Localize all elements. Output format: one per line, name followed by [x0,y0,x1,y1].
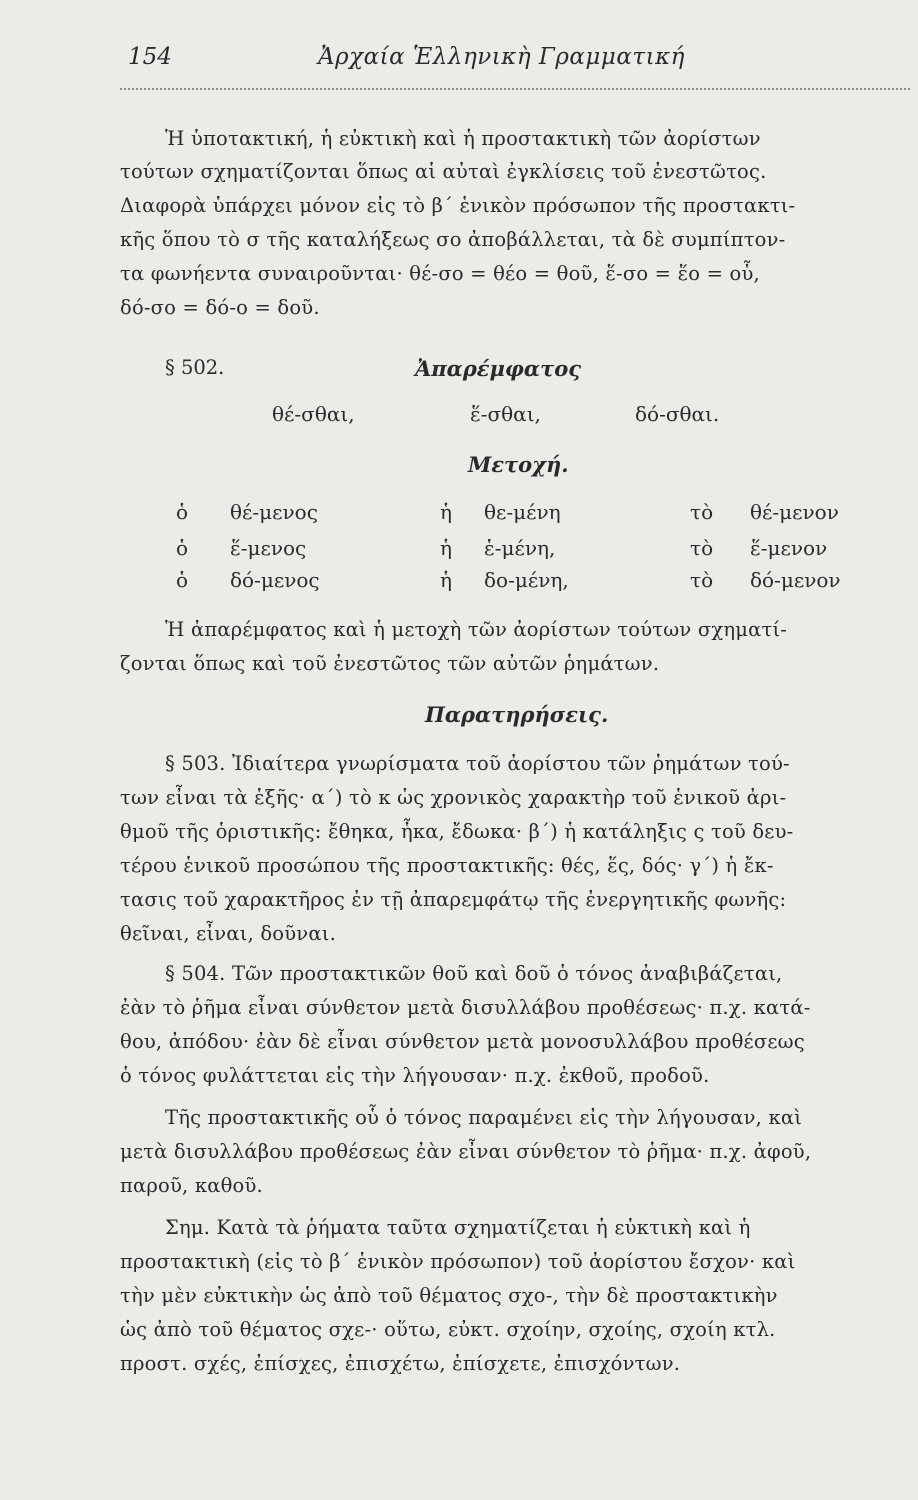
text-line: ζονται ὅπως καὶ τοῦ ἐνεστῶτος τῶν αὐτῶν ῥημάτων. [120,652,660,675]
text-line: Ἡ ὑποτακτική, ἡ εὐκτικὴ καὶ ἡ προστακτικὴ τῶν ἀορίστων [165,127,761,150]
article-neut: τὸ [690,568,714,592]
text-line: δό-σο = δό-ο = δοῦ. [120,296,320,319]
page-number: 154 [128,44,172,70]
text-line: τούτων σχηματίζονται ὅπως αἱ αὐταὶ ἐγκλίσεις τοῦ ἐνεστῶτος. [120,160,767,183]
participle-masc: θέ-μενος [230,500,318,524]
article-fem: ἡ [440,500,452,524]
text-line: των εἶναι τὰ ἑξῆς· α´) τὸ κ ὡς χρονικὸς χαρακτὴρ τοῦ ἑνικοῦ ἀρι- [120,786,787,809]
text-line: § 504. Τῶν προστακτικῶν θοῦ καὶ δοῦ ὁ τόνος ἀναβιβάζεται, [165,962,783,985]
text-line: ὡς ἀπὸ τοῦ θέματος σχε-· οὕτω, εὐκτ. σχοίην, σχοίης, σχοίη κτλ. [120,1318,776,1341]
participle-heading: Μετοχή. [468,452,569,477]
observations-heading: Παρατηρήσεις. [425,702,609,727]
text-line: § 503. Ἰδιαίτερα γνωρίσματα τοῦ ἀορίστου τῶν ῥημάτων τού- [165,752,790,775]
section-heading: Ἀπαρέμφατος [415,356,582,381]
text-line: προστακτικὴ (εἰς τὸ β´ ἑνικὸν πρόσωπον) τοῦ ἀορίστου ἔσχον· καὶ [120,1250,796,1273]
participle-fem: ἑ-μένη, [484,536,556,560]
text-line: τασις τοῦ χαρακτῆρος ἐν τῇ ἀπαρεμφάτῳ τῆς ἐνεργητικῆς φωνῆς: [120,888,787,911]
infinitive-form: δό-σθαι. [635,402,720,426]
section-number: § 502. [165,356,225,379]
participle-masc: δό-μενος [230,568,320,592]
article-masc: ὁ [176,568,189,592]
participle-fem: δο-μένη, [484,568,569,592]
text-line: μετὰ δισυλλάβου προθέσεως ἐὰν εἶναι σύνθετον τὸ ῥῆμα· π.χ. ἀφοῦ, [120,1140,812,1163]
participle-neut: θέ-μενον [750,500,839,524]
running-title: Ἀρχαία Ἑλληνικὴ Γραμματική [318,44,685,70]
text-line: παροῦ, καθοῦ. [120,1174,263,1197]
article-masc: ὁ [176,500,189,524]
text-line: κῆς ὅπου τὸ σ τῆς καταλήξεως σο ἀποβάλλεται, τὰ δὲ συμπίπτον- [120,228,786,251]
text-line: τὴν μὲν εὐκτικὴν ὡς ἀπὸ τοῦ θέματος σχο-, τὴν δὲ προστακτικὴν [120,1284,778,1307]
text-line: Διαφορὰ ὑπάρχει μόνον εἰς τὸ β´ ἑνικὸν πρόσωπον τῆς προστακτι- [120,194,796,217]
participle-fem: θε-μένη [484,500,561,524]
infinitive-form: ἕ-σθαι, [470,402,541,426]
participle-neut: ἕ-μενον [750,536,828,560]
text-line: τα φωνήεντα συναιροῦνται· θέ-σο = θέο = θοῦ, ἕ-σο = ἕο = οὗ, [120,262,760,285]
infinitive-form: θέ-σθαι, [272,402,355,426]
text-line: θου, ἀπόδου· ἐὰν δὲ εἶναι σύνθετον μετὰ μονοσυλλάβου προθέσεως [120,1030,805,1053]
text-line: ὁ τόνος φυλάττεται εἰς τὴν λήγουσαν· π.χ. ἐκθοῦ, προδοῦ. [120,1064,710,1087]
participle-neut: δό-μενον [750,568,841,592]
text-line: Τῆς προστακτικῆς οὗ ὁ τόνος παραμένει εἰς τὴν λήγουσαν, καὶ [165,1106,803,1129]
article-masc: ὁ [176,536,189,560]
text-line: Ἡ ἀπαρέμφατος καὶ ἡ μετοχὴ τῶν ἀορίστων τούτων σχηματί- [165,618,788,641]
text-line: προστ. σχές, ἐπίσχες, ἐπισχέτω, ἐπίσχετε, ἐπισχόντων. [120,1352,681,1375]
article-fem: ἡ [440,536,452,560]
article-neut: τὸ [690,500,714,524]
text-line: Σημ. Κατὰ τὰ ῥήματα ταῦτα σχηματίζεται ἡ εὐκτικὴ καὶ ἡ [165,1216,751,1239]
article-fem: ἡ [440,568,452,592]
text-line: τέρου ἑνικοῦ προσώπου τῆς προστακτικῆς: θές, ἕς, δός· γ´) ἡ ἔκ- [120,854,774,877]
text-line: θμοῦ τῆς ὁριστικῆς: ἔθηκα, ἧκα, ἔδωκα· β´) ἡ κατάληξις ς τοῦ δευ- [120,820,794,843]
text-line: θεῖναι, εἶναι, δοῦναι. [120,922,336,945]
participle-masc: ἕ-μενος [230,536,307,560]
header-rule [120,88,910,90]
article-neut: τὸ [690,536,714,560]
text-line: ἐὰν τὸ ῥῆμα εἶναι σύνθετον μετὰ δισυλλάβου προθέσεως· π.χ. κατά- [120,996,811,1019]
